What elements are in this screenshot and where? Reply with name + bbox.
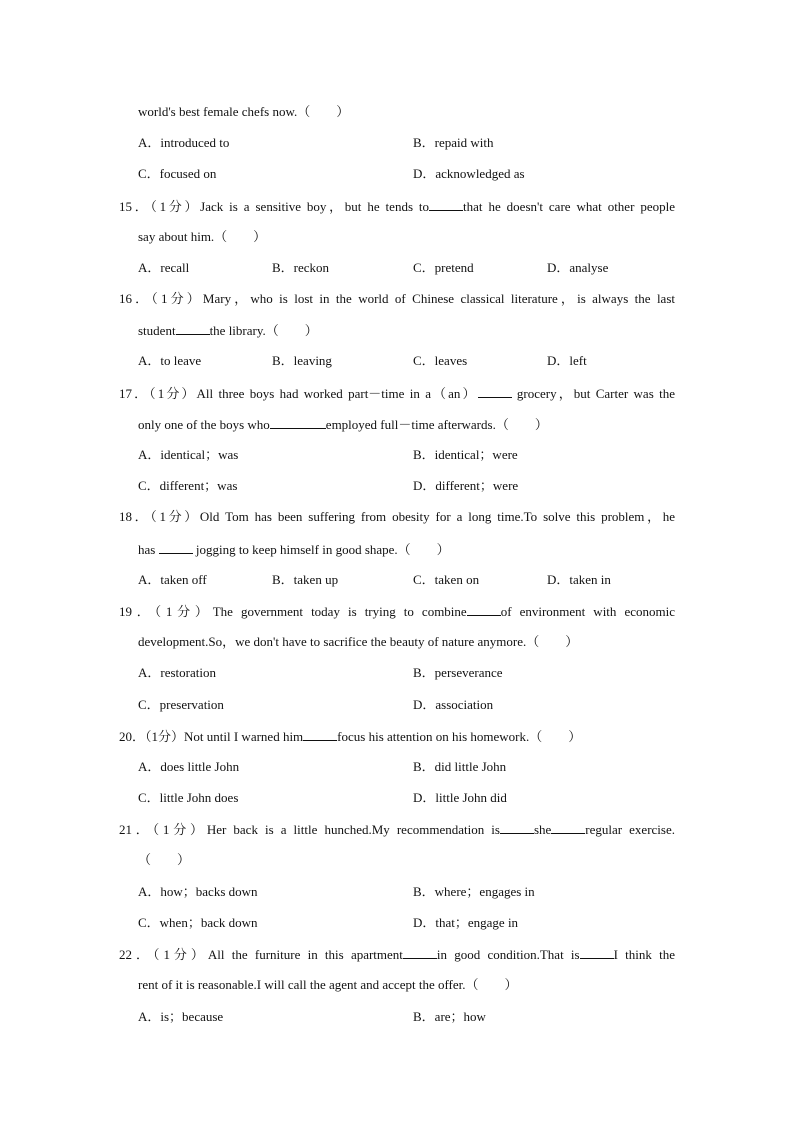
q14-option-d[interactable]: D．acknowledged as — [413, 166, 525, 181]
q20-number: 20．（1分） — [119, 729, 185, 744]
q16-option-c[interactable]: C．leaves — [413, 353, 468, 368]
q20-text-post: focus his attention on his homework.（ ） — [337, 729, 582, 744]
answer-blank — [478, 385, 512, 398]
q14-stem-cont: world's best female chefs now.（ ） — [138, 104, 350, 119]
answer-blank — [551, 821, 585, 834]
q19-option-d[interactable]: D．association — [413, 697, 494, 712]
q17-option-b[interactable]: B．identical；were — [413, 447, 518, 462]
q16-text-pre: student — [138, 323, 176, 338]
q21-option-c[interactable]: C．when；back down — [138, 915, 258, 930]
q17-text2-post: employed full－time afterwards.（ ） — [325, 417, 548, 432]
q21-text-pre: Her back is a little hunched.My recommendation is — [206, 822, 500, 837]
q18-stem-cont — [138, 541, 675, 558]
answer-blank — [176, 322, 210, 335]
q16-option-d[interactable]: D．left — [547, 353, 587, 368]
q19-option-a[interactable]: A．restoration — [138, 665, 216, 680]
answer-blank — [500, 821, 534, 834]
q20-stem — [119, 728, 675, 745]
answer-blank — [270, 416, 326, 429]
q15-option-c[interactable]: C．pretend — [413, 260, 474, 275]
q19-option-c[interactable]: C．preservation — [138, 697, 224, 712]
q21-option-d[interactable]: D．that；engage in — [413, 915, 519, 930]
q17-text-pre: All three boys had worked part－time in a（an） — [196, 386, 478, 401]
q19-option-b[interactable]: B．perseverance — [413, 665, 503, 680]
q16-option-b[interactable]: B．leaving — [272, 353, 332, 368]
q17-text-post: grocery，but Carter was the — [511, 386, 675, 401]
q15-stem — [119, 198, 675, 215]
answer-blank — [467, 603, 501, 616]
q14-option-b[interactable]: B．repaid with — [413, 135, 494, 150]
q22-number: 22．（1分） — [119, 947, 208, 962]
q18-option-b[interactable]: B．taken up — [272, 572, 339, 587]
q19-text-pre: The government today is trying to combine — [212, 604, 467, 619]
q17-option-c[interactable]: C．different；was — [138, 478, 238, 493]
q21-option-b[interactable]: B．where；engages in — [413, 884, 535, 899]
q15-text-pre: Jack is a sensitive boy，but he tends to — [200, 199, 430, 214]
answer-blank — [159, 541, 193, 554]
q17-option-a[interactable]: A．identical；was — [138, 447, 239, 462]
q17-text2-pre: only one of the boys who — [138, 417, 270, 432]
q22-text-pre: All the furniture in this apartment — [207, 947, 403, 962]
q15-option-b[interactable]: B．reckon — [272, 260, 330, 275]
answer-blank — [303, 728, 337, 741]
q22-text-post: I think the — [613, 947, 675, 962]
q16-stem-cont — [138, 322, 675, 339]
q22-option-b[interactable]: B．are；how — [413, 1009, 486, 1024]
q16-number: 16．（1分） — [119, 291, 203, 306]
q15-stem-cont: say about him.（ ） — [138, 229, 267, 244]
answer-blank — [429, 198, 463, 211]
q16-stem — [119, 291, 675, 307]
q21-text-post: regular exercise. — [585, 822, 675, 837]
q18-stem — [119, 509, 675, 525]
q17-number: 17．（1分） — [119, 386, 197, 401]
q18-number: 18．（1分） — [119, 509, 200, 524]
q15-text-post: that he doesn't care what other people — [463, 199, 675, 214]
q22-option-a[interactable]: A．is；because — [138, 1009, 224, 1024]
q21-text-mid: she — [533, 822, 552, 837]
q18-option-c[interactable]: C．taken on — [413, 572, 480, 587]
q18-text: Old Tom has been suffering from obesity for a long time.To solve this problem，he — [199, 509, 675, 524]
q19-stem — [119, 603, 675, 620]
q18-option-d[interactable]: D．taken in — [547, 572, 611, 587]
q16-text-post: the library.（ ） — [209, 323, 318, 338]
q19-text-post: of environment with economic — [500, 604, 675, 619]
q16-option-a[interactable]: A．to leave — [138, 353, 202, 368]
answer-blank — [403, 946, 437, 959]
q15-option-d[interactable]: D．analyse — [547, 260, 609, 275]
q22-text-mid: in good condition.That is — [436, 947, 580, 962]
q21-stem-cont: （ ） — [138, 852, 191, 867]
q20-option-a[interactable]: A．does little John — [138, 759, 240, 774]
q19-number: 19．（1分） — [119, 604, 213, 619]
q20-option-b[interactable]: B．did little John — [413, 759, 507, 774]
q15-number: 15．（1分） — [119, 199, 201, 214]
q22-stem — [119, 946, 675, 963]
q21-number: 21．（1分） — [119, 822, 207, 837]
q22-stem-cont: rent of it is reasonable.I will call the agent and accept the offer.（ ） — [138, 977, 518, 992]
q21-stem — [119, 821, 675, 838]
q15-option-a[interactable]: A．recall — [138, 260, 190, 275]
q20-text-pre: Not until I warned him — [184, 729, 304, 744]
q18-option-a[interactable]: A．taken off — [138, 572, 207, 587]
q20-option-c[interactable]: C．little John does — [138, 790, 239, 805]
q19-stem-cont: development.So，we don't have to sacrifice the beauty of nature anymore.（ ） — [138, 634, 579, 649]
q18-text-pre: has — [138, 542, 156, 557]
q16-text: Mary，who is lost in the world of Chinese classical literature，is always the last — [202, 291, 675, 306]
q21-option-a[interactable]: A．how；backs down — [138, 884, 258, 899]
q17-option-d[interactable]: D．different；were — [413, 478, 519, 493]
q17-stem — [119, 385, 675, 402]
q20-option-d[interactable]: D．little John did — [413, 790, 507, 805]
answer-blank — [580, 946, 614, 959]
q14-option-c[interactable]: C．focused on — [138, 166, 217, 181]
q18-text-post: jogging to keep himself in good shape.（ ） — [192, 542, 450, 557]
q14-option-a[interactable]: A．introduced to — [138, 135, 230, 150]
q17-stem-cont — [138, 416, 675, 433]
